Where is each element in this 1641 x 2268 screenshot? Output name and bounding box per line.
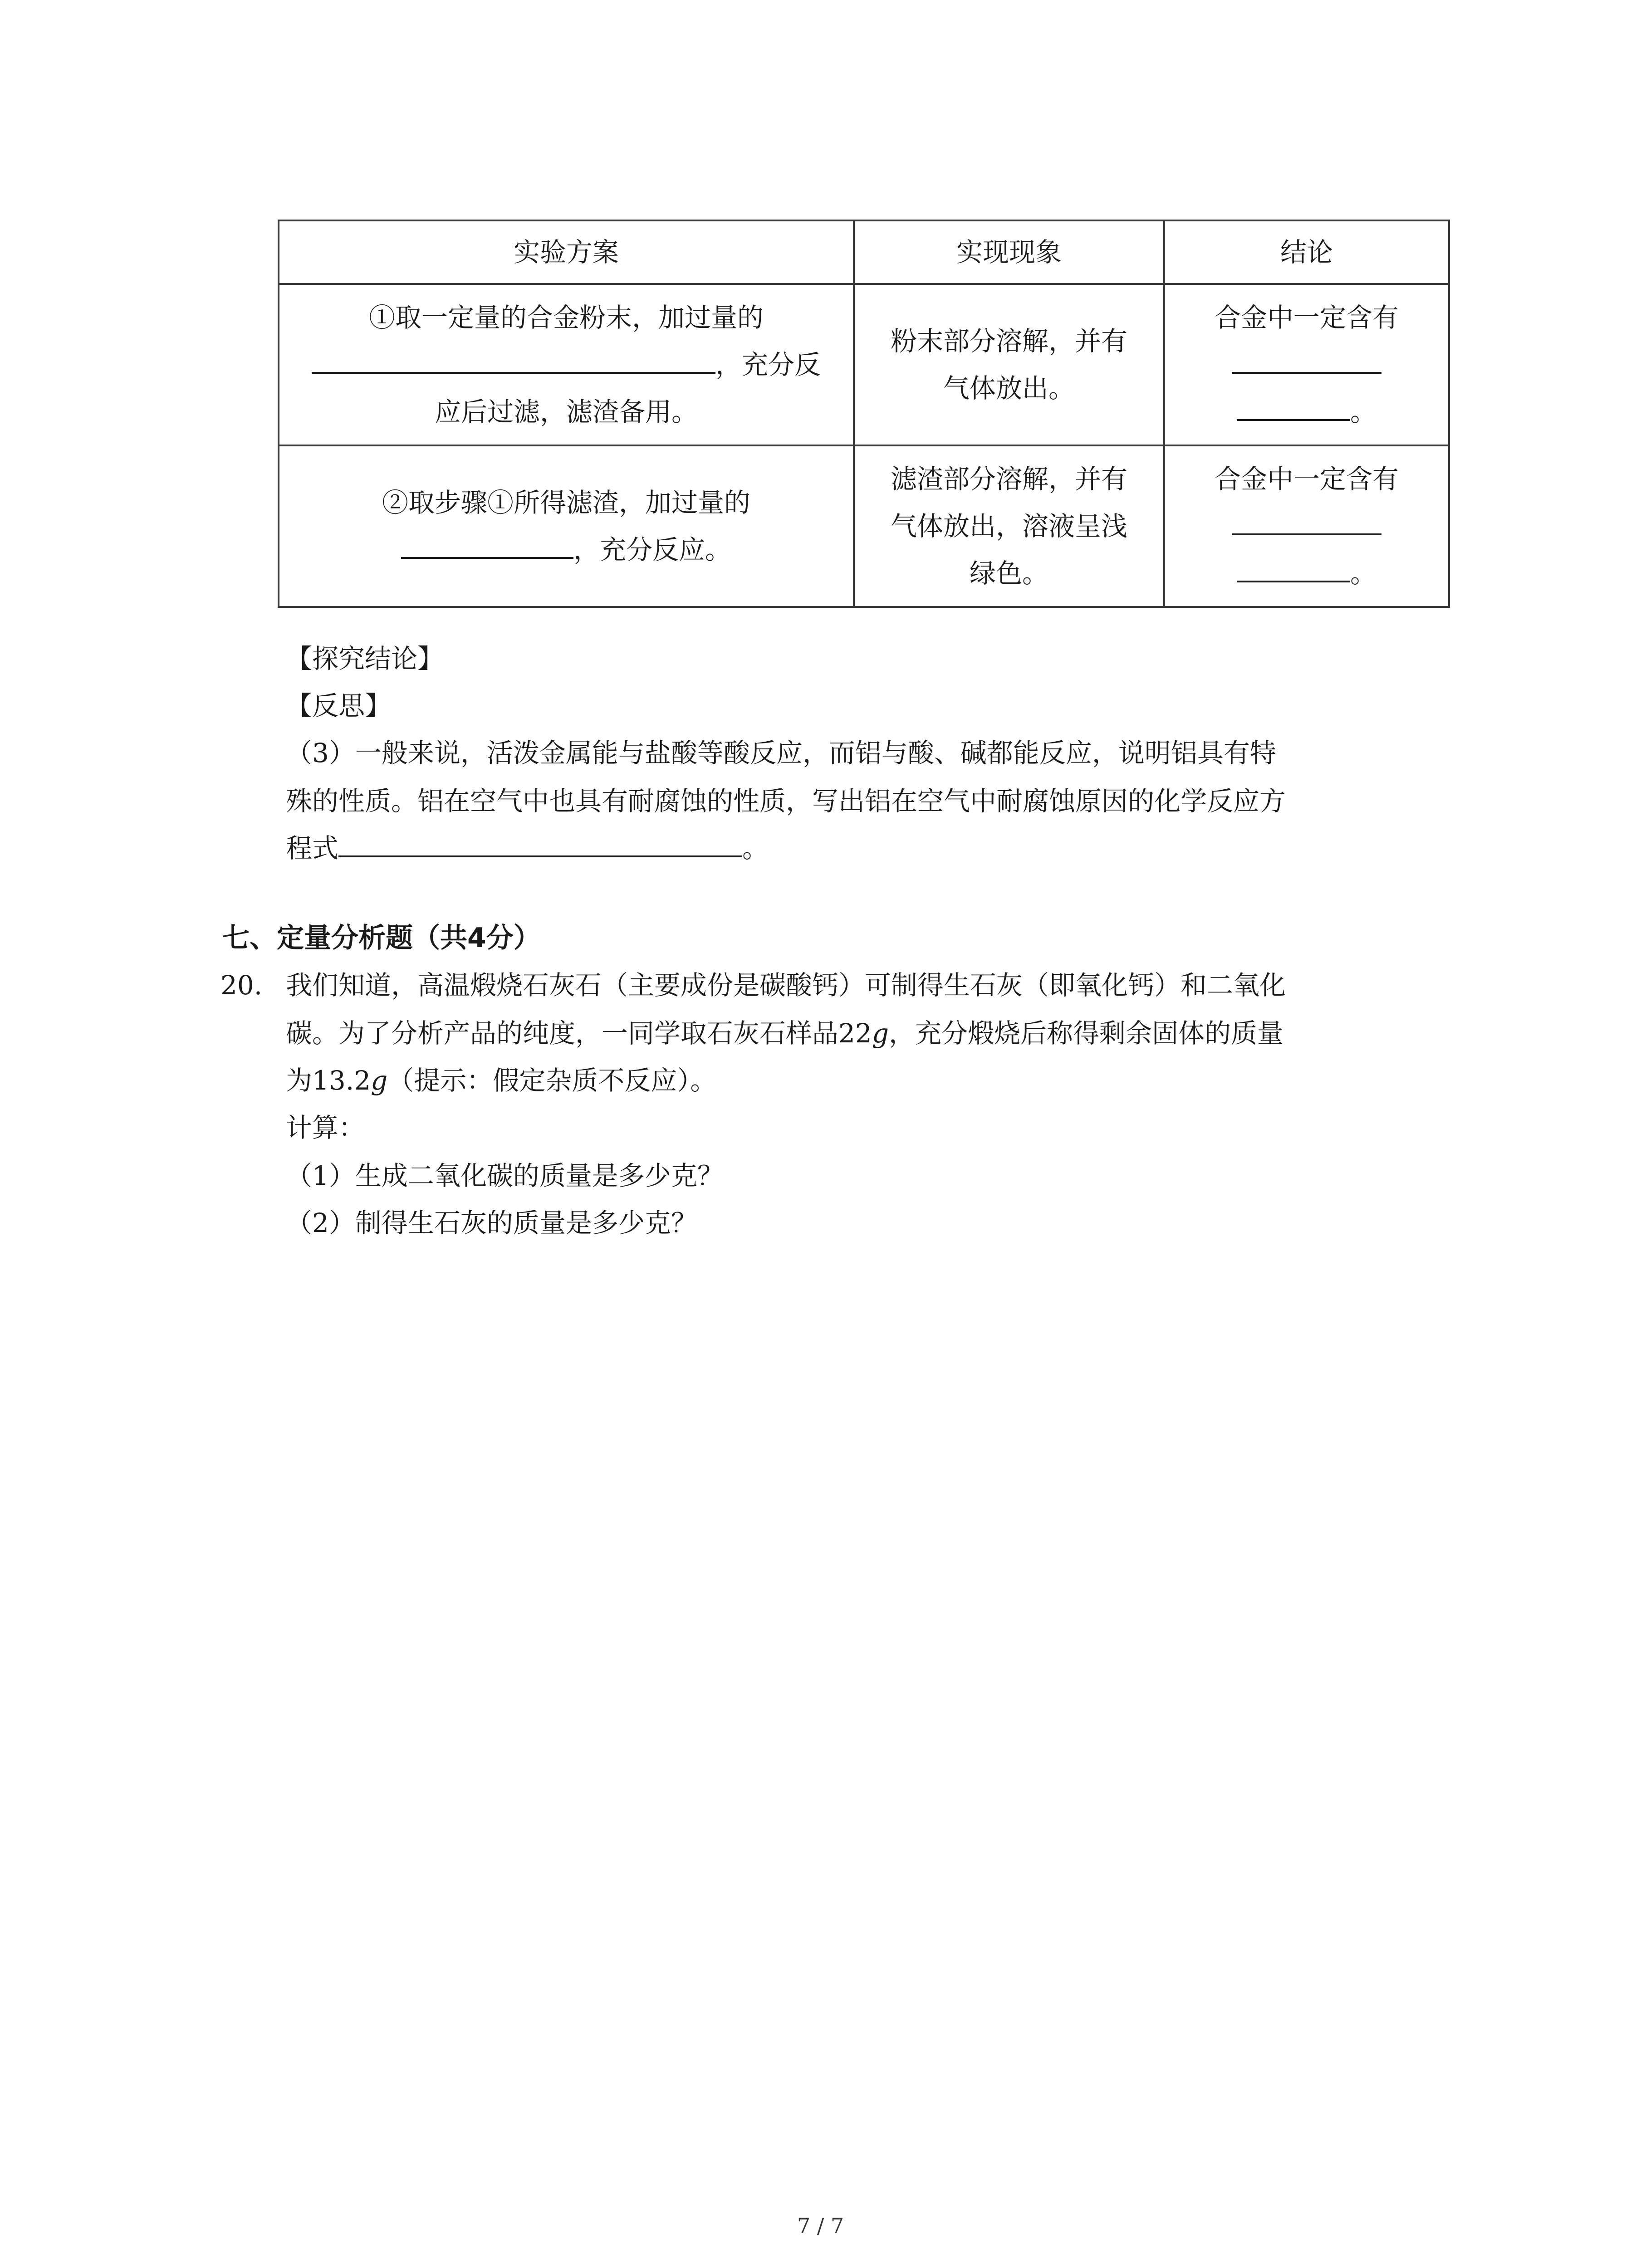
question-20-number: 20. xyxy=(220,970,263,1001)
question-20-line: 我们知道，高温煅烧石灰石（主要成份是碳酸钙）可制得生石灰（即氧化钙）和二氧化 xyxy=(286,970,1286,1001)
question-3-line: 殊的性质。铝在空气中也具有耐腐蚀的性质，写出铝在空气中耐腐蚀原因的化学反应方 xyxy=(286,786,1286,816)
plan-text: ①取一定量的合金粉末，加过量的 xyxy=(368,302,764,333)
question-20-text: 为13.2 xyxy=(286,1065,371,1096)
phenomenon-text: 粉末部分溶解，并有 xyxy=(890,326,1127,357)
plan-text: 应后过滤，滤渣备用。 xyxy=(434,396,698,427)
plan-line-with-blank xyxy=(298,341,835,388)
answer-blank[interactable] xyxy=(312,343,715,374)
answer-blank[interactable] xyxy=(1232,343,1381,374)
phenomenon-text: 气体放出，溶液呈浅 xyxy=(890,511,1127,542)
page-number: 7 / 7 xyxy=(797,2214,844,2238)
question-3-text: 。 xyxy=(742,833,769,864)
phenomenon-text: 气体放出。 xyxy=(943,373,1075,404)
answer-blank[interactable] xyxy=(1237,390,1350,421)
phenomenon-text: 绿色。 xyxy=(969,558,1048,589)
period-text: 。 xyxy=(1350,558,1376,589)
table-header-row xyxy=(279,220,1449,284)
plan-cell xyxy=(279,445,854,607)
table-row xyxy=(279,445,1449,607)
question-20-line xyxy=(286,1010,1283,1057)
conclusion-blank-line xyxy=(1183,341,1430,388)
phenomenon-text: 滤渣部分溶解，并有 xyxy=(890,464,1127,494)
sub-question-2: （2）制得生石灰的质量是多少克？ xyxy=(286,1207,697,1238)
conclusion-blank-line xyxy=(1183,388,1430,435)
question-20-line xyxy=(286,1057,716,1104)
header-plan: 实验方案 xyxy=(279,220,854,284)
header-phenomenon: 实现现象 xyxy=(854,220,1164,284)
plan-text: ，充分反 xyxy=(715,349,821,380)
sub-question-1: （1）生成二氧化碳的质量是多少克？ xyxy=(286,1160,724,1191)
question-3-line: （3）一般来说，活泼金属能与盐酸等酸反应，而铝与酸、碱都能反应，说明铝具有特 xyxy=(286,738,1276,768)
experiment-table xyxy=(278,220,1450,608)
reflection-heading: 【反思】 xyxy=(286,690,392,721)
question-20-text: （提示：假定杂质不反应）。 xyxy=(387,1065,717,1096)
plan-text: ②取步骤①所得滤渣，加过量的 xyxy=(382,487,750,518)
calculate-label: 计算： xyxy=(286,1112,365,1143)
question-20-text: 碳。为了分析产品的纯度，一同学取石灰石样品22 xyxy=(286,1018,872,1049)
section-7-title: 七、定量分析题（共4分） xyxy=(222,922,541,954)
inquiry-conclusion-heading: 【探究结论】 xyxy=(286,643,444,674)
unit-text: g xyxy=(872,1018,889,1049)
plan-cell xyxy=(279,284,854,445)
conclusion-cell xyxy=(1164,445,1449,607)
conclusion-cell xyxy=(1164,284,1449,445)
answer-blank[interactable] xyxy=(1237,552,1350,582)
question-20-text: ，充分煅烧后称得剩余固体的质量 xyxy=(888,1018,1283,1049)
plan-text: ，充分反应。 xyxy=(573,534,731,565)
table-row xyxy=(279,284,1449,445)
unit-text: g xyxy=(371,1065,388,1096)
answer-blank[interactable] xyxy=(401,528,573,559)
phenomenon-cell xyxy=(854,284,1164,445)
question-3-line xyxy=(286,825,769,872)
answer-blank[interactable] xyxy=(1232,504,1381,535)
conclusion-blank-line xyxy=(1183,503,1430,550)
conclusion-text: 合金中一定含有 xyxy=(1214,302,1399,333)
conclusion-blank-line xyxy=(1183,550,1430,597)
plan-line-with-blank xyxy=(298,526,835,573)
header-conclusion: 结论 xyxy=(1164,220,1449,284)
conclusion-text: 合金中一定含有 xyxy=(1214,464,1399,494)
period-text: 。 xyxy=(1350,396,1376,427)
phenomenon-cell xyxy=(854,445,1164,607)
answer-blank[interactable] xyxy=(338,826,742,857)
question-3-text: 程式 xyxy=(286,833,339,864)
